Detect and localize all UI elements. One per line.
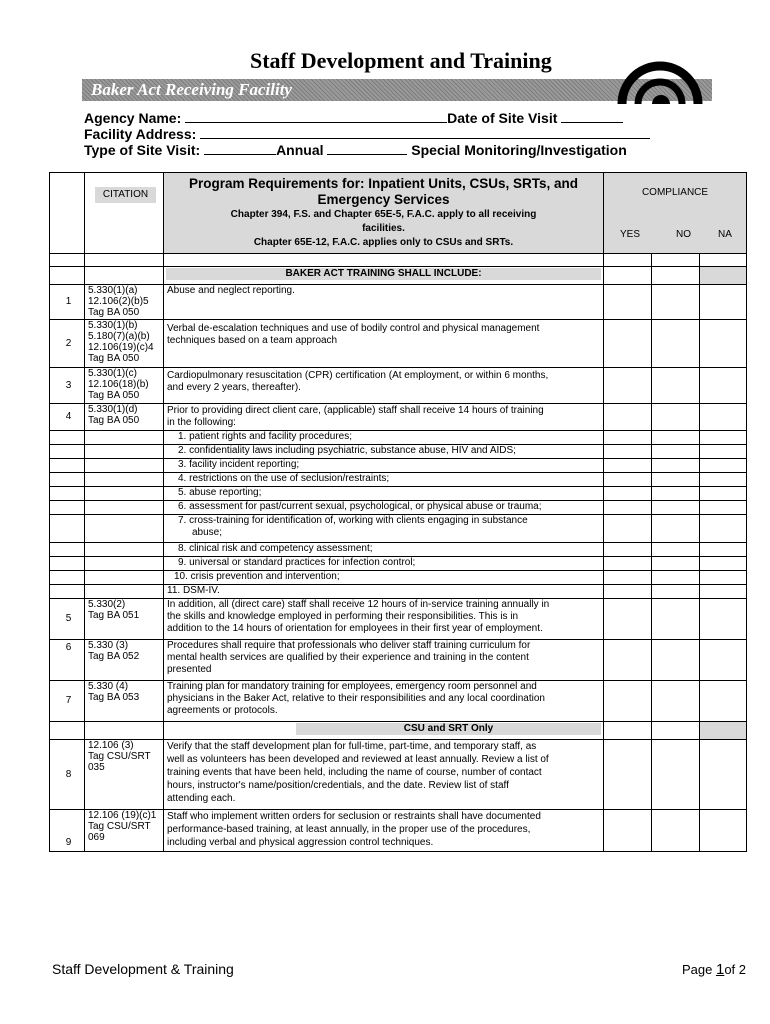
no-cell[interactable] xyxy=(652,681,700,722)
section-baker-row xyxy=(50,267,747,285)
yes-label: YES xyxy=(620,229,641,240)
num-header xyxy=(50,173,85,254)
banner-text: Baker Act Receiving Facility xyxy=(91,80,292,99)
no-cell[interactable] xyxy=(652,285,700,320)
table-header-row xyxy=(50,173,747,254)
date-label: Date of Site Visit xyxy=(447,110,558,126)
subitem-row: 3. facility incident reporting; xyxy=(50,459,747,473)
no-cell[interactable] xyxy=(652,599,700,640)
type-line xyxy=(84,140,627,158)
compliance-header xyxy=(604,173,747,254)
subitem-row: 8. clinical risk and competency assessment; xyxy=(50,543,747,557)
special-label: Special Monitoring/Investigation xyxy=(411,142,627,158)
table-row: 9 12.106 (19)(c)1 Tag CSU/SRT 069 Staff who implement written orders for seclusion or restraints shall have documented performance-based training, at least annually, in the proper use of the procedures, including verbal and physical aggression control techniques. xyxy=(50,810,747,852)
yes-cell[interactable] xyxy=(604,810,652,852)
footer-title: Staff Development & Training xyxy=(52,961,234,977)
yes-cell[interactable] xyxy=(604,740,652,810)
special-field[interactable] xyxy=(327,140,407,155)
subitem-row: 1. patient rights and facility procedures; xyxy=(50,431,747,445)
na-cell[interactable] xyxy=(700,640,747,681)
na-label: NA xyxy=(718,229,732,240)
no-cell[interactable] xyxy=(652,404,700,431)
no-cell[interactable] xyxy=(652,740,700,810)
requirements-table xyxy=(49,172,747,852)
compliance-label: COMPLIANCE xyxy=(641,187,709,198)
section-title-csu: CSU and SRT Only xyxy=(164,722,604,740)
yes-cell[interactable] xyxy=(604,681,652,722)
subitem-row: 9. universal or standard practices for infection control; xyxy=(50,557,747,571)
subitem-row: 7. cross-training for identification of, working with clients engaging in substance abuse; xyxy=(50,515,747,543)
no-cell[interactable] xyxy=(652,368,700,404)
agency-field[interactable] xyxy=(185,108,447,123)
no-cell[interactable] xyxy=(652,810,700,852)
page-number: Page 1of 2 xyxy=(681,961,746,978)
table-row: 7 5.330 (4) Tag BA 053 Training plan for mandatory training for employees, emergency room personnel and physicians in the Baker Act, relative to their responsibilities and any local coordination agreements or protocols. xyxy=(50,681,747,722)
table-row: 1 5.330(1)(a) 12.106(2)(b)5 Tag BA 050 Abuse and neglect reporting. xyxy=(50,285,747,320)
section-csu-row xyxy=(50,722,747,740)
logo-arcs-icon xyxy=(602,52,712,104)
yes-cell[interactable] xyxy=(604,599,652,640)
na-cell[interactable] xyxy=(700,368,747,404)
yes-cell[interactable] xyxy=(604,368,652,404)
subitem-row: 4. restrictions on the use of seclusion/restraints; xyxy=(50,473,747,487)
no-cell[interactable] xyxy=(652,320,700,368)
citation-header: CITATION xyxy=(85,173,164,254)
subitem-row: 10. crisis prevention and intervention; xyxy=(50,571,747,585)
na-cell[interactable] xyxy=(700,320,747,368)
subitem-row: 2. confidentiality laws including psychiatric, substance abuse, HIV and AIDS; xyxy=(50,445,747,459)
date-field[interactable] xyxy=(561,108,623,123)
yes-cell[interactable] xyxy=(604,254,652,267)
no-cell[interactable] xyxy=(652,254,700,267)
no-cell[interactable] xyxy=(652,640,700,681)
type-label: Type of Site Visit: xyxy=(84,142,201,158)
subitem-row: 5. abuse reporting; xyxy=(50,487,747,501)
na-cell[interactable] xyxy=(700,681,747,722)
subitem-row: 11. DSM-IV. xyxy=(50,585,747,599)
annual-field[interactable] xyxy=(204,140,276,155)
spacer-row xyxy=(50,254,747,267)
na-cell[interactable] xyxy=(700,285,747,320)
yes-cell[interactable] xyxy=(604,320,652,368)
requirements-header: Program Requirements for: Inpatient Units, CSUs, SRTs, and Emergency Services Chapter 394, F.S. and Chapter 65E-5, F.A.C. apply to all receiving facilities. Chapter 65E-12, F.A.C. applies only to CSUs and SRTs. xyxy=(164,173,604,254)
na-cell[interactable] xyxy=(700,810,747,852)
yes-cell[interactable] xyxy=(604,285,652,320)
na-cell[interactable] xyxy=(700,404,747,431)
yes-cell[interactable] xyxy=(604,640,652,681)
subitem-row: 6. assessment for past/current sexual, psychological, or physical abuse or trauma; xyxy=(50,501,747,515)
table-row: 8 12.106 (3) Tag CSU/SRT 035 Verify that the staff development plan for full-time, part-time, and temporary staff, as well as volunteers has been developed and reviewed at least annually. Review a list of training events that have been held, including the name of course, number of contact hours, instructor's name/position/credentials, and the date. Review list of staff attending each. xyxy=(50,740,747,810)
annual-label: Annual xyxy=(276,142,324,158)
table-row: 6 5.330 (3) Tag BA 052 Procedures shall require that professionals who deliver staff training curriculum for mental health services are qualified by their experience and training in the content presented xyxy=(50,640,747,681)
na-cell[interactable] xyxy=(700,599,747,640)
section-title-baker: BAKER ACT TRAINING SHALL INCLUDE: xyxy=(164,267,604,285)
table-row: 3 5.330(1)(c) 12.106(18)(b) Tag BA 050 Cardiopulmonary resuscitation (CPR) certification (At employment, or within 6 months, and every 2 years, thereafter). xyxy=(50,368,747,404)
facility-field[interactable] xyxy=(200,124,650,139)
no-label: NO xyxy=(676,229,691,240)
table-row: 2 5.330(1)(b) 5.180(7)(a)(b) 12.106(19)(c)4 Tag BA 050 Verbal de-escalation techniques and use of bodily control and physical management techniques based on a team approach xyxy=(50,320,747,368)
table-row: 5 5.330(2) Tag BA 051 In addition, all (direct care) staff shall receive 12 hours of in-service training annually in the skills and knowledge employed in performing their responsibilities. This is in addition to the 14 hours of orientation for employees in their first year of employment. xyxy=(50,599,747,640)
facility-label: Facility Address: xyxy=(84,126,197,142)
na-cell[interactable] xyxy=(700,740,747,810)
page-title: Staff Development and Training xyxy=(250,48,552,73)
table-row: 4 5.330(1)(d) Tag BA 050 Prior to providing direct client care, (applicable) staff shall receive 14 hours of training in the following: xyxy=(50,404,747,431)
yes-cell[interactable] xyxy=(604,404,652,431)
agency-label: Agency Name: xyxy=(84,110,182,126)
na-cell[interactable] xyxy=(700,254,747,267)
